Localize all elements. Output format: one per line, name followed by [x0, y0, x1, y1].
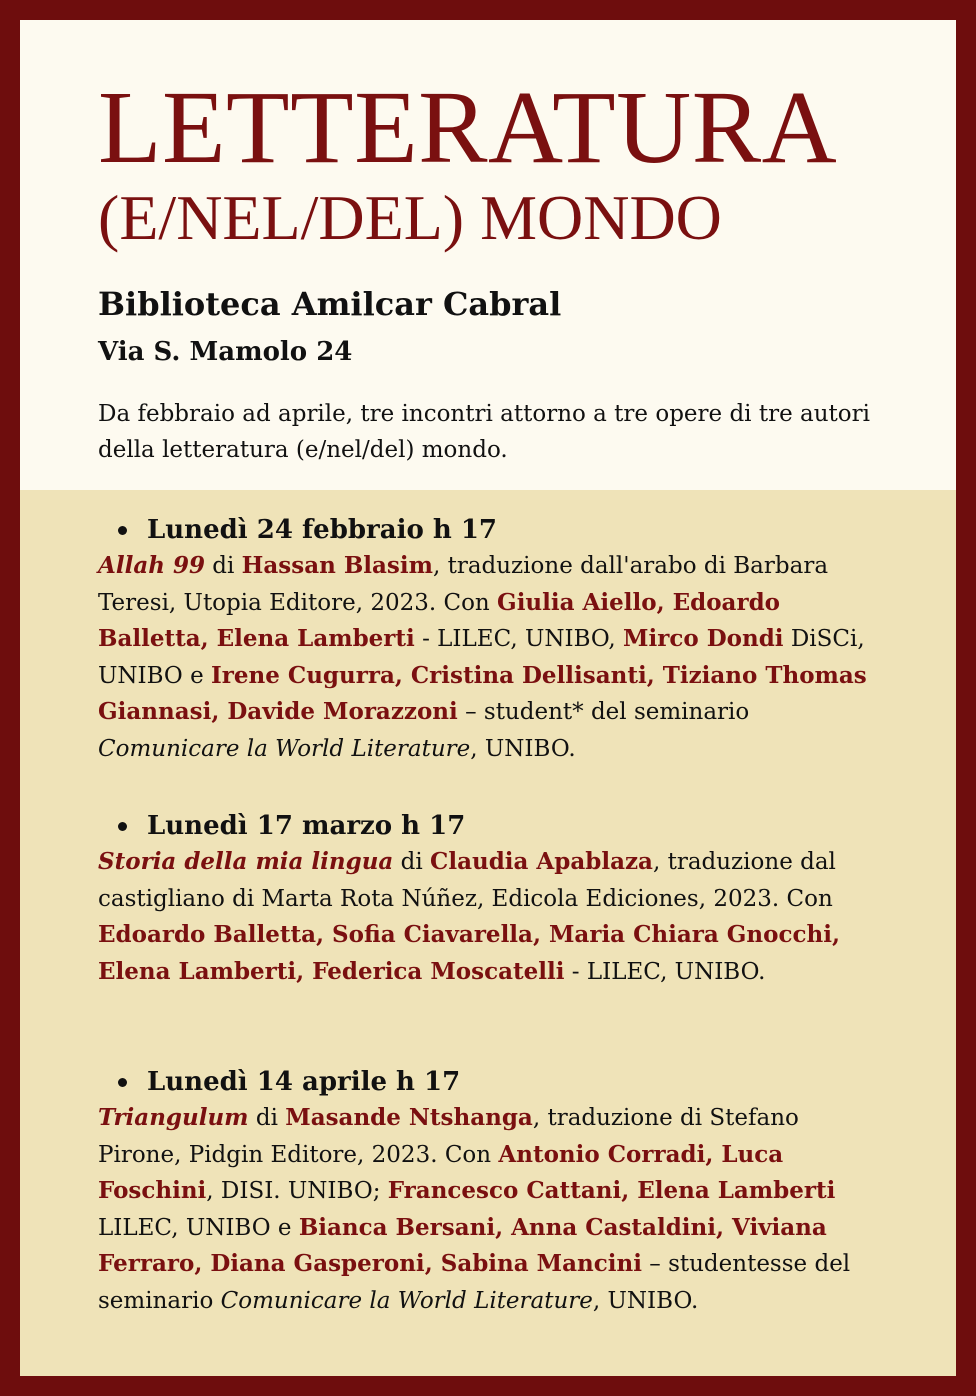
event-description: Allah 99 di Hassan Blasim, traduzione dall'arabo di Barbara Teresi, Utopia Editore, 2023. Con Giulia Aiello, Edoardo Balletta, Elena Lamberti - LILEC, UNIBO, Mirco Dondi DiSCi, UNIBO e Irene Cugurra, Cristina Dellisanti, Tiziano Thomas Giannasi, Davide Morazzoni – student* del seminario Comunicare la World Literature, UNIBO.: [98, 552, 867, 762]
speaker-name: Giulia Aiello: [497, 588, 657, 616]
event-2: [98, 808, 888, 990]
page-title: LETTERATURA: [98, 70, 838, 185]
speaker-names: Edoardo Balletta, Sofia Ciavarella, Maria Chiara Gnocchi, Elena Lamberti, Federica Moscatelli: [98, 921, 840, 985]
event-date: Lunedì 17 marzo h 17: [147, 811, 466, 841]
event-3: [98, 1064, 888, 1319]
header: [20, 20, 956, 490]
speaker-name: Tiziano Thomas Giannasi: [98, 661, 867, 725]
book-title: Storia della mia lingua: [98, 848, 394, 875]
book-title: Triangulum: [98, 1104, 249, 1131]
event-description: Storia della mia lingua di Claudia Apablaza, traduzione dal castigliano di Marta Rota Núñez, Edicola Ediciones, 2023. Con Edoardo Balletta, Sofia Ciavarella, Maria Chiara Gnocchi, Elena Lamberti, Federica Moscatelli - LILEC, UNIBO.: [98, 848, 840, 985]
event-date: Lunedì 14 aprile h 17: [147, 1067, 461, 1097]
speaker-name: Davide Morazzoni: [227, 698, 458, 725]
speaker-name: Mirco Dondi: [623, 625, 784, 652]
speaker-name: Anna Castaldini: [511, 1213, 716, 1241]
speaker-name: Viviana Ferraro: [98, 1213, 827, 1277]
author-name: Claudia Apablaza: [430, 848, 653, 875]
speaker-name: Francesco Cattani: [387, 1177, 622, 1204]
venue-name: Biblioteca Amilcar Cabral: [98, 285, 562, 323]
poster: [20, 20, 956, 1376]
event-description: Triangulum di Masande Ntshanga, traduzione di Stefano Pirone, Pidgin Editore, 2023. Con Antonio Corradi, Luca Foschini, DISI. UNIBO; Francesco Cattani, Elena Lamberti LILEC, UNIBO e Bianca Bersani, Anna Castaldini, Viviana Ferraro, Diana Gasperoni, Sabina Mancini – studentesse del seminario Comunicare la World Literature, UNIBO.: [98, 1104, 851, 1314]
speaker-name: Elena Lamberti: [216, 625, 415, 652]
speaker-name: Edoardo Balletta: [98, 588, 780, 652]
speaker-name: Sabina Mancini: [440, 1250, 642, 1277]
seminar-title: Comunicare la World Literature: [220, 1287, 593, 1314]
page-subtitle: (E/NEL/DEL) MONDO: [98, 182, 722, 253]
speaker-name: Cristina Dellisanti: [410, 661, 647, 689]
event-1: [98, 512, 888, 767]
speaker-name: Diana Gasperoni: [210, 1250, 425, 1277]
seminar-title: Comunicare la World Literature: [98, 735, 471, 762]
bullet-icon: [118, 526, 127, 535]
speaker-name: Elena Lamberti: [637, 1177, 836, 1204]
book-title: Allah 99: [98, 552, 205, 579]
speaker-name: Irene Cugurra: [211, 661, 395, 689]
venue-address: Via S. Mamolo 24: [98, 337, 353, 367]
bullet-icon: [118, 822, 127, 831]
speaker-name: Antonio Corradi: [498, 1140, 706, 1168]
intro-text: Da febbraio ad aprile, tre incontri attorno a tre opere di tre autori della letteratura (e/nel/del) mondo.: [98, 401, 870, 463]
author-name: Hassan Blasim: [241, 552, 433, 579]
speaker-name: Luca Foschini: [98, 1140, 784, 1204]
speaker-name: Bianca Bersani: [298, 1213, 496, 1241]
author-name: Masande Ntshanga: [285, 1104, 533, 1131]
event-date: Lunedì 24 febbraio h 17: [147, 515, 498, 545]
bullet-icon: [118, 1078, 127, 1087]
